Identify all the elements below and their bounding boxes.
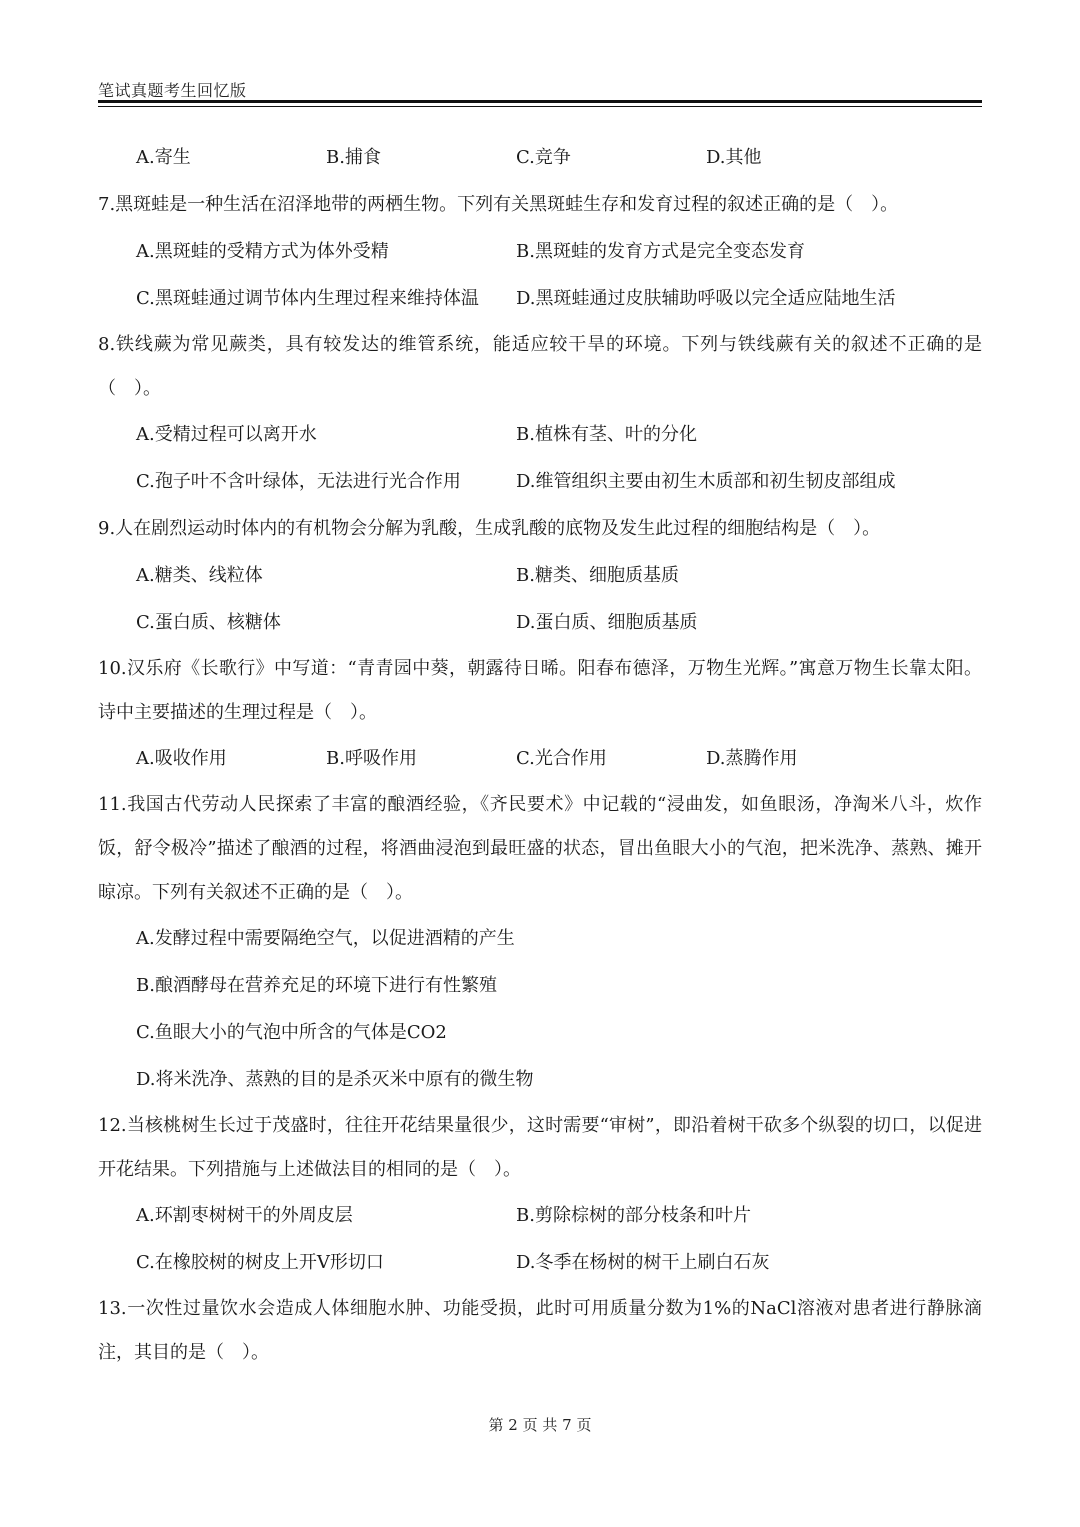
- q10-option-b: B.呼吸作用: [326, 748, 417, 769]
- q8-stem: 8.铁线蕨为常见蕨类，具有较发达的维管系统，能适应较干旱的环境。下列与铁线蕨有关的叙述不正确的是（ ）。: [98, 334, 982, 399]
- q11-option-a-row: [98, 915, 982, 962]
- q6-option-c: C.竞争: [516, 147, 571, 168]
- q11-option-b-row: [98, 962, 982, 1009]
- q7-stem: 7.黑斑蛙是一种生活在沼泽地带的两栖生物。下列有关黑斑蛙生存和发育过程的叙述正确的是（ ）。: [98, 194, 899, 215]
- q12-option-c: C.在橡胶树的树皮上开V形切口: [136, 1252, 384, 1273]
- q12-options-row1: [98, 1192, 982, 1239]
- q12-option-b: B.剪除棕树的部分枝条和叶片: [516, 1205, 751, 1226]
- q7-options-row1: [98, 228, 982, 275]
- q10-option-c: C.光合作用: [516, 748, 607, 769]
- page-header-title: 笔试真题考生回忆版: [98, 81, 247, 100]
- q6-option-d: D.其他: [706, 147, 762, 168]
- q9-option-d: D.蛋白质、细胞质基质: [516, 612, 698, 633]
- q11-option-d: D.将米洗净、蒸熟的目的是杀灭米中原有的微生物: [136, 1069, 534, 1090]
- q8-options-row1: [98, 411, 982, 458]
- q9-option-c: C.蛋白质、核糖体: [136, 612, 281, 633]
- q11-option-a: A.发酵过程中需要隔绝空气，以促进酒精的产生: [136, 928, 515, 949]
- header-rule-thin: [98, 106, 982, 107]
- q12-option-a: A.环割枣树树干的外周皮层: [136, 1205, 353, 1226]
- question-list: [98, 134, 982, 1375]
- q12-options-row2: [98, 1239, 982, 1286]
- q11-stem: 11.我国古代劳动人民探索了丰富的酿酒经验，《齐民要术》中记载的“浸曲发，如鱼眼汤，净淘米八斗，炊作饭，舒令极冷”描述了酿酒的过程，将酒曲浸泡到最旺盛的状态，冒出鱼眼大小的气泡，把米洗净、蒸熟、摊开晾凉。下列有关叙述不正确的是（ ）。: [98, 794, 982, 903]
- header-rule-thick: [98, 100, 982, 103]
- q11-option-c-row: [98, 1009, 982, 1056]
- q8-option-d: D.维管组织主要由初生木质部和初生韧皮部组成: [516, 471, 896, 492]
- q8-option-a: A.受精过程可以离开水: [136, 424, 317, 445]
- q12-option-d: D.冬季在杨树的树干上刷白石灰: [516, 1252, 770, 1273]
- q6-option-a: A.寄生: [136, 147, 191, 168]
- q8-option-b: B.植株有茎、叶的分化: [516, 424, 697, 445]
- q13-stem: 13.一次性过量饮水会造成人体细胞水肿、功能受损，此时可用质量分数为1%的NaCl溶液对患者进行静脉滴注，其目的是（ ）。: [98, 1298, 982, 1363]
- q9-stem: 9.人在剧烈运动时体内的有机物会分解为乳酸，生成乳酸的底物及发生此过程的细胞结构是（ ）。: [98, 518, 881, 539]
- q11-option-d-row: [98, 1056, 982, 1103]
- q8-options-row2: [98, 458, 982, 505]
- q7-option-a: A.黑斑蛙的受精方式为体外受精: [136, 241, 389, 262]
- q7-option-b: B.黑斑蛙的发育方式是完全变态发育: [516, 241, 805, 262]
- q8-option-c: C.孢子叶不含叶绿体，无法进行光合作用: [136, 471, 461, 492]
- q11-option-c: C.鱼眼大小的气泡中所含的气体是CO2: [136, 1022, 447, 1043]
- q9-option-b: B.糖类、细胞质基质: [516, 565, 679, 586]
- q7-options-row2: [98, 275, 982, 322]
- q10-option-a: A.吸收作用: [136, 748, 227, 769]
- page-number-footer: 第 2 页 共 7 页: [488, 1416, 592, 1434]
- q10-options: [98, 735, 982, 782]
- q9-option-a: A.糖类、线粒体: [136, 565, 263, 586]
- q6-options: [98, 134, 982, 181]
- q6-option-b: B.捕食: [326, 147, 381, 168]
- q7-option-c: C.黑斑蛙通过调节体内生理过程来维持体温: [136, 288, 479, 309]
- q10-option-d: D.蒸腾作用: [706, 748, 798, 769]
- q7-option-d: D.黑斑蛙通过皮肤辅助呼吸以完全适应陆地生活: [516, 288, 896, 309]
- q9-options-row1: [98, 552, 982, 599]
- q9-options-row2: [98, 599, 982, 646]
- q12-stem: 12.当核桃树生长过于茂盛时，往往开花结果量很少，这时需要“审树”，即沿着树干砍多个纵裂的切口，以促进开花结果。下列措施与上述做法目的相同的是（ ）。: [98, 1115, 982, 1180]
- q11-option-b: B.酿酒酵母在营养充足的环境下进行有性繁殖: [136, 975, 497, 996]
- q10-stem: 10.汉乐府《长歌行》中写道：“青青园中葵，朝露待日晞。阳春布德泽，万物生光辉。”寓意万物生长靠太阳。诗中主要描述的生理过程是（ ）。: [98, 658, 982, 723]
